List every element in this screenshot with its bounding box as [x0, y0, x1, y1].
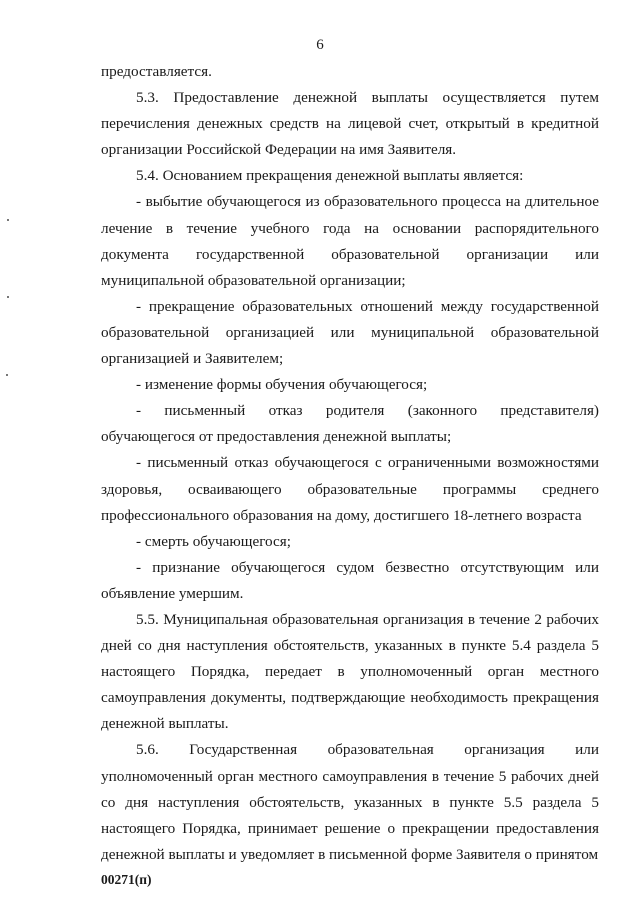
list-item-termination: - прекращение образовательных отношений между государственной образовательной организацией или муниципальной образовательной организацией и Заявителем; [101, 297, 599, 368]
list-item-missing: - признание обучающегося судом безвестно отсутствующим или объявление умершим. [101, 558, 599, 602]
list-item-withdrawal: - выбытие обучающегося из образовательного процесса на длительное лечение в течение учебного года на основании распорядительного документа государственной образовательной организации или муниципальной образовательной организации; [101, 193, 599, 289]
list-item-parent-refusal: - письменный отказ родителя (законного представителя) обучающегося от предоставления денежной выплаты; [101, 402, 599, 446]
paragraph-continuation: предоставляется. [101, 63, 212, 80]
paragraph-5-3: 5.3. Предоставление денежной выплаты осуществляется путем перечисления денежных средств на лицевой счет, открытый в кредитной организации Российской Федерации на имя Заявителя. [101, 89, 599, 159]
document-code: 00271(п) [101, 872, 152, 887]
list-item-form-change: - изменение формы обучения обучающегося; [136, 376, 428, 394]
paragraph-5-4: 5.4. Основанием прекращения денежной выплаты является: [136, 167, 524, 185]
scan-speck [7, 219, 9, 221]
document-body [101, 59, 599, 868]
paragraph-5-6: 5.6. Государственная образовательная организация или уполномоченный орган местного самоуправления в течение 5 рабочих дней со дня наступления обстоятельств, указанных в пункте 5.5 раздела 5 настоящего Порядка, принимает решение о прекращении предоставления денежной выплаты и уведомляет в письменной форме Заявителя о принятом [101, 741, 599, 863]
list-item-student-refusal: - письменный отказ обучающегося с ограниченными возможностями здоровья, осваивающего образовательные программы среднего профессионального образования на дому, достигшего 18-летнего возраста [101, 454, 599, 524]
page-number: 6 [316, 37, 324, 53]
scan-speck [7, 296, 9, 298]
paragraph-5-5: 5.5. Муниципальная образовательная организация в течение 2 рабочих дней со дня наступления обстоятельств, указанных в пункте 5.4 раздела 5 настоящего Порядка, передает в уполномоченный орган местного самоуправления документы, подтверждающие необходимость прекращения денежной выплаты. [101, 610, 599, 733]
list-item-death: - смерть обучающегося; [136, 532, 291, 550]
scan-speck [6, 374, 8, 376]
